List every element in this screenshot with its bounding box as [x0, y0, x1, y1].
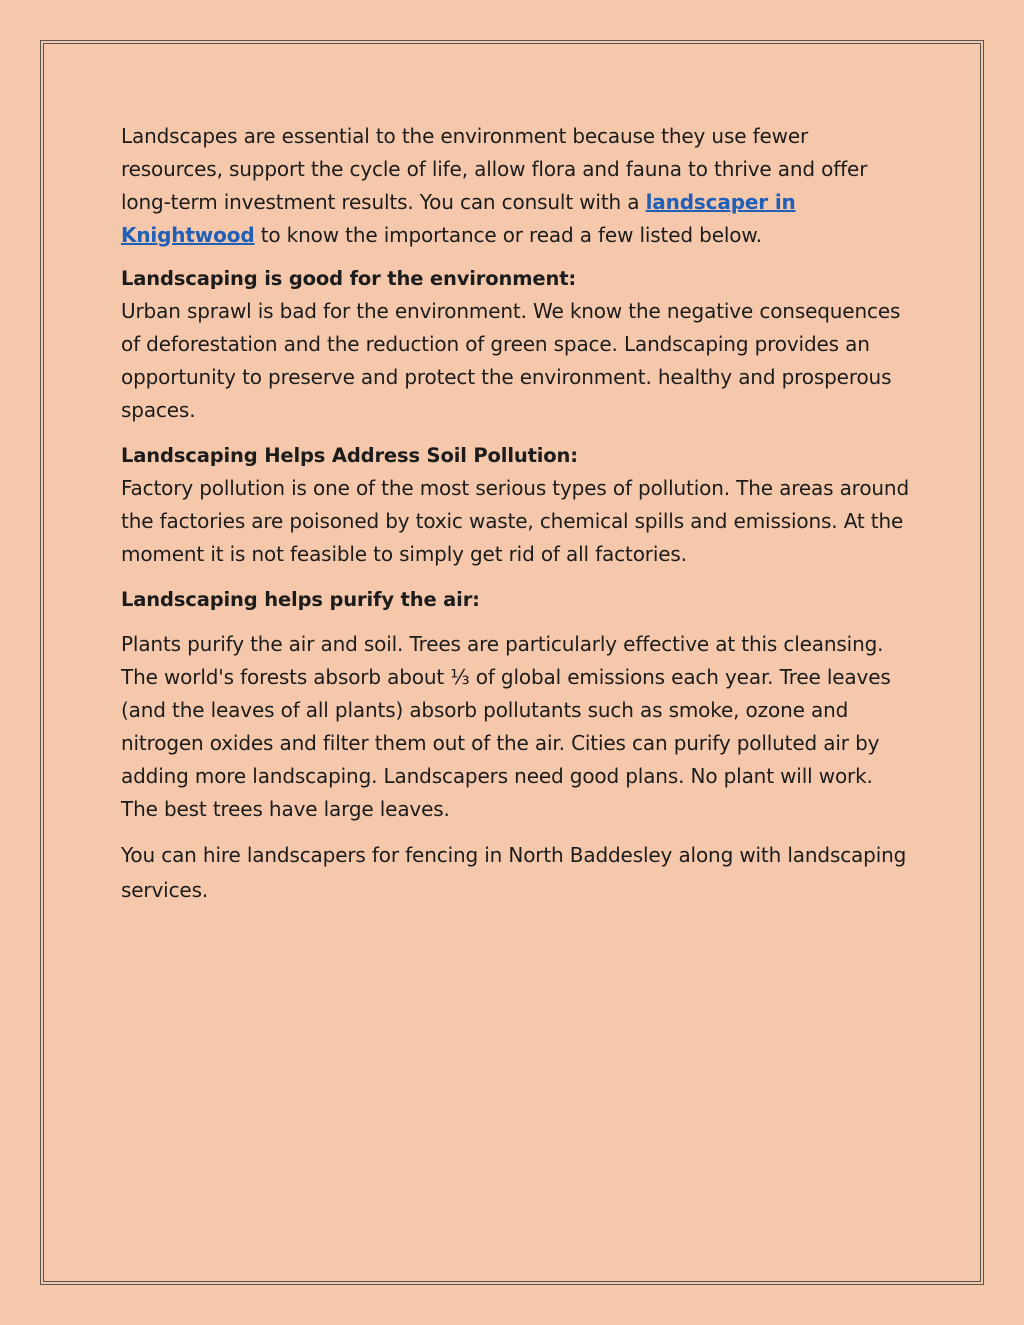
section-body: Factory pollution is one of the most serious types of pollution. The areas around the factories are poisoned by toxic waste, chemical spills and emissions. At the moment it is not feasible to simply get rid of all factories.: [121, 476, 909, 566]
document-body: [121, 120, 911, 908]
section-environment: [121, 262, 911, 427]
section-body: Plants purify the air and soil. Trees are particularly effective at this cleansing. The world's forests absorb about ⅓ of global emissions each year. Tree leaves (and the leaves of all plants) absorb pollutants such as smoke, ozone and nitrogen oxides and filter them out of the air. Cities can purify polluted air by adding more landscaping. Landscapers need good plans. No plant will work. The best trees have large leaves.: [121, 632, 891, 821]
closing-paragraph: You can hire landscapers for fencing in North Baddesley along with landscaping services.: [121, 843, 907, 902]
section-heading: Landscaping helps purify the air:: [121, 588, 480, 611]
intro-paragraph: [121, 120, 911, 252]
section-purify-air: [121, 583, 911, 826]
section-heading: Landscaping is good for the environment:: [121, 267, 577, 290]
section-heading: Landscaping Helps Address Soil Pollution:: [121, 444, 578, 467]
section-soil-pollution: [121, 439, 911, 571]
intro-text-after-link: to know the importance or read a few listed below.: [254, 223, 762, 247]
landscaper-knightwood-link[interactable]: landscaper in Knightwood: [121, 190, 796, 247]
intro-text-before-link: Landscapes are essential to the environment because they use fewer resources, support the cycle of life, allow flora and fauna to thrive and offer long-term investment results. You can consult with a: [121, 124, 868, 214]
section-body: Urban sprawl is bad for the environment. We know the negative consequences of deforestation and the reduction of green space. Landscaping provides an opportunity to preserve and protect the environment. healthy and prosperous spaces.: [121, 299, 901, 422]
